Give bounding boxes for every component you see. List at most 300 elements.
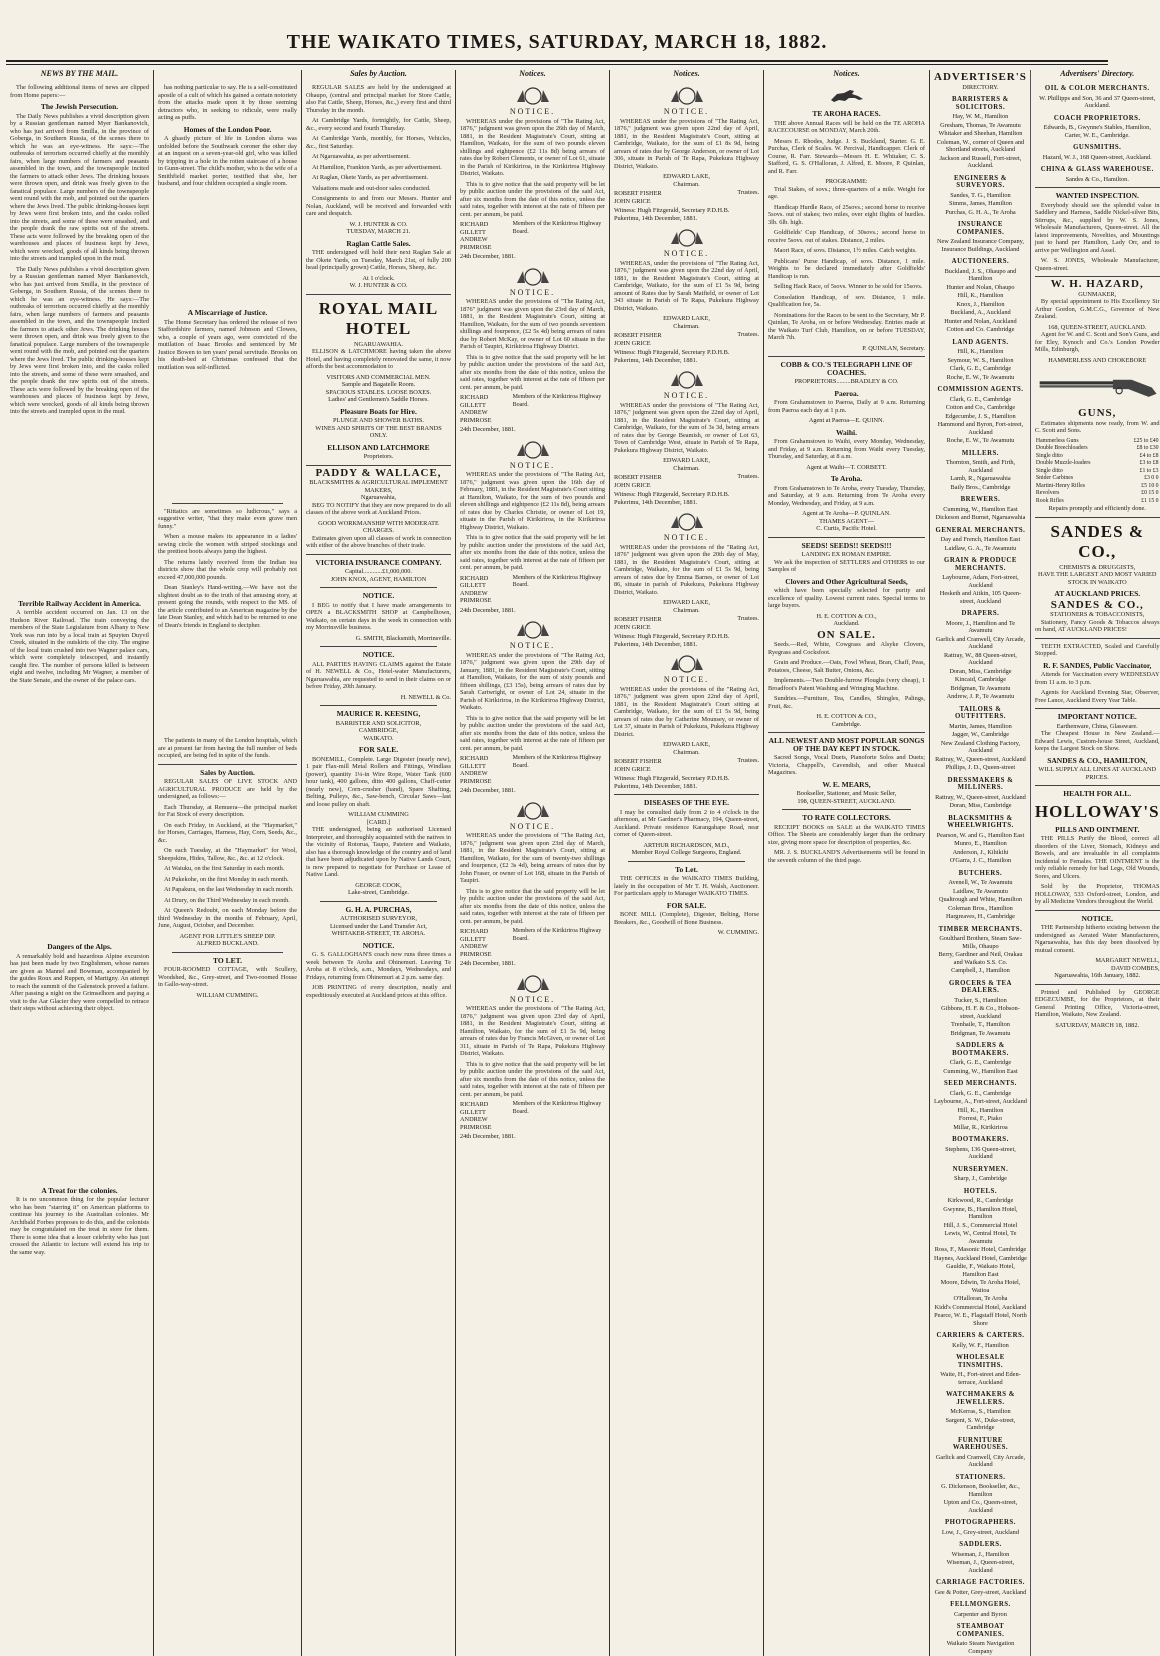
board-label: Members of the Kirikiriroa Highway Board.	[512, 394, 602, 408]
agent-line: AGENT FOR LITTLE'S SHEEP DIP.	[179, 932, 276, 940]
directory-category: DRESSMAKERS & MILLINERS.	[947, 776, 1014, 791]
gun-type: Double Muzzle-loaders	[1035, 460, 1091, 466]
directory-entry: Bridgman, Te Awamutu	[950, 1029, 1011, 1037]
directory-entry: Sandes & Co., Hamilton.	[1065, 175, 1129, 183]
hotel-line: SPACIOUS STABLES. LOOSE BOXES.	[325, 388, 432, 396]
royal-crest-icon	[513, 972, 553, 994]
notice-body: WHEREAS under the provisions of "The Rating Act, 1876," judgment was given upon 23rd day of March, 1881, in the Resident Magistrate's Court, sitting at Hamilton, Waikato, for the sum of twenty-two shillings and fourpence, (£2 3s 4d), being arrears of rates due by John Fraser, or owner of Lot 168, situate in the Parish of Taupiri.	[460, 832, 605, 884]
notice-body: WHEREAS under the provisions of "The Rating Act, 1876," judgment was given upon 22nd day of April, 1881, in the Resident Magistrate's Court, sitting at Cambridge, Waikato, for the sum of £1 8s 9d, being arrears of rates due by George Anderson, or owner of Lot 306, situate in Parish of Te Rapa, Pukekura Highway District, Waikato.	[614, 117, 759, 170]
directory-entry: Coleman, W., corner of Queen and Shortland streets, Auckland	[936, 138, 1025, 153]
guns-heading: GUNS,	[1078, 407, 1117, 419]
section-heading: Sales by Auction.	[200, 767, 255, 777]
directory-category: SEED MERCHANTS.	[944, 1080, 1017, 1087]
sandes2-heading: SANDES & CO.,	[1050, 598, 1144, 611]
notice-title: NOTICE.	[509, 994, 556, 1004]
directory-category: GENERAL MERCHANTS.	[935, 526, 1026, 534]
column-notices-3	[764, 70, 930, 1656]
auction-line: At Cambridge Yards, monthly, for Horses, Vehicles, &c., first Saturday.	[306, 135, 451, 150]
sale-heading: Raglan Cattle Sales.	[346, 238, 411, 248]
directory-heading: CHINA & GLASS WAREHOUSE.	[1040, 166, 1154, 173]
notice-signatures	[614, 190, 759, 205]
intro-text: The following additional items of news are clipped from Home papers:—	[10, 84, 149, 99]
directory-entry: Laybourne, A., Fort-street, Auckland	[934, 1098, 1027, 1105]
directory-category: FURNITURE WAREHOUSES.	[952, 1436, 1009, 1451]
notice-tail: This is to give notice that the said property will be let by public auction under the provisions of the said Act, after six months from the date of this notice, unless the said rates, together with interest at the rate of fifteen per cent. per annum, be paid.	[460, 1060, 605, 1098]
signatories	[460, 575, 513, 605]
onsale-item: Implements.—Two Double-furrow Ploughs (very cheap), 1 Broadfoot's Patent Washing and Wringing Machine.	[768, 677, 925, 692]
directory-entry: Munro, E., Hamilton	[954, 840, 1007, 847]
directory-category: PHOTOGRAPHERS.	[945, 1519, 1016, 1526]
hazard-agent: Agent for W. and C. Scott and Son's Guns, and for Eley, Kynoch and Co.'s London Powder Mills, Edinburgh,	[1034, 331, 1160, 353]
directory-category: LAND AGENTS.	[952, 338, 1009, 346]
forsale-heading: FOR SALE.	[666, 900, 707, 910]
schedule-item: At Drury, on the Third Wednesday in each month.	[164, 896, 290, 904]
guns-price-table	[1035, 438, 1160, 506]
article-body: The Home Secretary has ordered the release of two Staffordshire farmers, named Johnson and Clowes, who, a couple of years ago, were convicted of the mutilation of Isaac Brooks and sentenced by Mr Justice Bowen to ten years' penal servitude. Brooks on his death-bed at Christmas confessed that the mutilation was self-inflicted.	[158, 318, 297, 371]
notice-heading: NOTICE.	[362, 591, 395, 600]
chairman-title: Chairman.	[673, 464, 700, 472]
race-item: Handicap Hurdle Race, of 25sovs.; second horse to receive 5sovs. out of stakes; two miles, over eight flights of hurdles. 3lb. 6lb. high.	[768, 203, 925, 226]
directory-entry: Jagger, W., Cambridge	[951, 731, 1010, 738]
notice-date: 24th December, 1881.	[460, 960, 516, 967]
coach-heading: NOTICE.	[362, 940, 395, 950]
race-item: Selling Hack Race, of 5sovs. Winner to be sold for 15sovs.	[774, 283, 923, 290]
imprint: Printed and Published by GEORGE EDGECUMBE, for the Proprietors, at their General Printing Office, Victoria-street, Hamilton, Waikato, New Zealand.	[1034, 988, 1160, 1018]
chairman: EDWARD LAKE,	[663, 315, 710, 322]
hotel-proprietors: ELLISON AND LATCHMORE	[327, 442, 430, 452]
directory-entry: Tucker, S., Hamilton	[954, 996, 1007, 1004]
health-heading: HEALTH FOR ALL.	[1063, 789, 1132, 798]
rates-notice	[614, 652, 759, 790]
directory-entry: Hammond and Byron, Fort-street, Auckland	[937, 421, 1024, 436]
onsale-item: Sundries.—Furniture, Tea, Candles, Shingles, Palings, Fruit, &c.	[768, 695, 925, 710]
directory-entry: Edgecumbe, J. S., Hamilton	[945, 412, 1016, 420]
signatories	[614, 332, 662, 347]
notice-date: 24th December, 1881.	[460, 787, 516, 794]
gun-price: £1 to £3	[1139, 467, 1159, 474]
racehorse-icon	[827, 84, 867, 106]
columns	[6, 69, 1160, 1655]
notice-title: NOTICE.	[509, 460, 556, 470]
ads-column	[1035, 70, 1160, 1656]
route-heading: Waihi.	[835, 427, 858, 437]
directory-entry: Phillips, J. D., Queen-street	[945, 764, 1016, 771]
chairman-title: Chairman.	[673, 322, 700, 330]
directory-entry: Wiseman, J., Queen-street, Auckland	[946, 1559, 1015, 1574]
notice-title: NOTICE.	[509, 821, 556, 831]
seeds-place: Auckland.	[833, 620, 860, 627]
article-body: A remarkably bold and hazardous Alpine excursion has just been made by two Englishmen, whose names are given as Mannel and Bowman, accompanied by the guides Roux and Ruppen, of Martigny. An attempt to reach the summit of the Galenstock proved a failure. After passing a night on the Grimselhorn and paying a visit to the Aar Glacier they were compelled to retrace their steps without achieving their object.	[10, 952, 149, 1012]
partner-heading: NOTICE.	[1081, 913, 1113, 923]
divider	[1035, 187, 1160, 188]
directory-entry: Pearce, W. E., Flagstaff Hotel, North Shore	[934, 1312, 1027, 1327]
royal-crest-icon	[667, 368, 707, 390]
tolet-heading: To Let.	[675, 864, 698, 874]
board-label: Members of the Kirikiriroa Highway Board.	[512, 928, 602, 942]
races-officials: Messrs E. Rhodes, Judge. J. S. Buckland, Starter. G. E. Purchas, Clerk of Scales. W. Percival, Handicapper. Clerk of Course, R. Farr. Stewards—Messrs H. E. Whitaker, C. S. Stafford, G. S. O'Halloran, J. Alfred, E. Moore, P. Quinlan, and R. Farr.	[768, 137, 925, 175]
directory-entry: Simms, James, Hamilton	[948, 200, 1012, 207]
hazard-address: 168, QUEEN-STREET, AUCKLAND.	[1048, 323, 1147, 331]
holloway-sub: PILLS AND OINTMENT.	[1055, 824, 1140, 834]
forsale-name: W. CUMMING.	[717, 929, 759, 936]
article-heading: The Jewish Persecution.	[40, 102, 119, 111]
solicitor-title: BARRISTER AND SOLICITOR,	[335, 719, 422, 727]
directory-entry: Doran, Miss, Cambridge	[949, 667, 1012, 675]
notice-body: ALL PARTIES HAVING CLAIMS against the Estate of H. NEWELL & Co., Hotel-water Manufacturers, Ngaruawahia, are requested to send in their claims on or before Friday, 20th January.	[306, 660, 451, 690]
signatories	[460, 221, 513, 251]
directory-entry: O'Halloran, Te Aroha	[953, 1295, 1008, 1302]
mears-name: W. E. MEARS,	[822, 779, 871, 789]
directory-category: COMMISSION AGENTS.	[937, 386, 1024, 393]
signatory: JOHN GRICE	[614, 197, 651, 205]
directory-category: AUCTIONEERS.	[951, 258, 1010, 265]
directory-entry: Moore, Edwin, Te Aroha Hotel, Waitoa	[940, 1279, 1021, 1294]
directory-category: BLACKSMITHS & WHEELWRIGHTS.	[947, 814, 1014, 829]
directory-entry: Sharp, J., Cambridge	[953, 1175, 1007, 1182]
imprint-date: SATURDAY, MARCH 18, 1882.	[1055, 1021, 1140, 1029]
directory-entry: Forrest, F., Piako	[958, 1115, 1002, 1122]
divider	[1035, 910, 1160, 911]
masthead	[6, 0, 1108, 62]
solicitor-name: MAURICE R. KEESING,	[336, 709, 421, 718]
directory-heading: COACH PROPRIETORS.	[1053, 114, 1141, 122]
divider	[768, 356, 925, 357]
price-row	[1035, 453, 1160, 461]
onsale-item: Seeds.—Red, White, Cowgrass and Alsyke Clovers, Ryegrass and Cocksfoot.	[768, 641, 925, 656]
schedule-item: At Waiuku, on the first Saturday in each month.	[164, 865, 285, 872]
notice-body: WHEREAS under the provisions of "The Rating Act, 1876," judgment was given upon 23rd day of April, 1881, in the Resident Magistrate's Court, sitting at Hamilton, Waikato, for the sum of £1 5s 9d, being arrears of rates due by Francis McGiven, or owner of Lot 311, situate in Parish of Te Rapa, Pukekura Highway District, Waikato.	[460, 1005, 605, 1057]
directory-category: TAILORS & OUTFITTERS.	[954, 705, 1006, 720]
directory-entry: New Zealand Insurance Company, Insurance Buildings, Auckland	[936, 238, 1024, 253]
directory-entry: Andrew, J. P., Te Awamutu	[946, 693, 1015, 700]
directory-entry: Waikato Steam Navigation Company	[946, 1640, 1015, 1655]
witness: Witness: Hugh Fitzgerald, Secretary P.D.H.B.	[614, 207, 730, 214]
signatory: JOHN GRICE	[614, 623, 651, 631]
notice-body: WHEREAS under the provisions of "The Rating Act, 1876," judgment was given upon the 22nd day of April, 1881, in the Resident Magistrate's Court, sitting at Cambridge, Waikato, for the sum of 3s 3d, being arrears of rates due by George Beamish, or owner of Lot 63, Town of Cambridge West, situate in Parish of Te Rapa, Pukekura Highway District, Waikato.	[614, 401, 759, 454]
directory-entry: Seymour, W. S., Hamilton	[947, 356, 1014, 364]
seeds-title: Clovers and Other Agricultural Seeds,	[785, 576, 908, 586]
directory-entry: Knox, J., Hamilton	[956, 300, 1005, 308]
paragraph: The patients in many of the London hospitals, which are at present far from having the full number of beds occupied, are being fed in spite of the funds.	[158, 737, 297, 759]
rates-notice	[460, 799, 605, 968]
notice-tail: This is to give notice that the said property will be let by public auction under the provisions of the said Act, after six months from the date of this notice, unless the said rates, together with interest at the rate of fifteen per cent. per annum, be paid.	[460, 180, 605, 218]
wanted-name: W. S. JONES, Wholesale Manufacturer, Queen-street.	[1034, 257, 1160, 272]
surveyor-title: AUTHORISED SURVEYOR,	[340, 915, 417, 922]
eye-heading: DISEASES OF THE EYE.	[643, 798, 730, 807]
notice-title: NOTICE.	[663, 391, 710, 400]
insurance-heading: VICTORIA INSURANCE COMPANY.	[315, 557, 442, 567]
buckland-notice: MR. J. S. BUCKLAND'S Advertisements will be found in the seventh column of the third page.	[768, 849, 925, 864]
signatories	[614, 190, 662, 205]
gun-type: Single ditto	[1035, 467, 1063, 474]
directory-entry: Trenhaile, T., Hamilton	[951, 1021, 1010, 1028]
gun-type: Single ditto	[1035, 452, 1063, 459]
trustees-label: Trustees.	[737, 616, 759, 622]
directory-heading: GUNSMITHS.	[1073, 144, 1122, 151]
tolet-body: FOUR-ROOMED COTTAGE, with Scullery, Woodshed, &c., Grey-street, and Two-roomed House in Gallo-way-street.	[158, 966, 297, 988]
directory-entry: Hunter and Nolan, Auckland	[944, 317, 1017, 325]
business-line: GOOD WORKMANSHIP WITH MODERATE CHARGES.	[318, 519, 439, 534]
directory-entry: O'Garra, J. C., Hamilton	[949, 857, 1012, 864]
directory-category: CARRIAGE FACTORIES.	[935, 1579, 1025, 1586]
signatory: RICHARD GILLETT	[460, 394, 489, 409]
auction-line: At Cambridge Yards, fortnightly, for Cattle, Sheep, &c., every second and fourth Thursday.	[306, 117, 451, 132]
signatory: ANDREW PRIMROSE	[460, 943, 492, 958]
directory-entry: Whitaker and Sheehan, Hamilton	[938, 130, 1023, 137]
divider	[306, 294, 451, 295]
chairman-title: Chairman.	[673, 606, 700, 614]
directory-entry: Cotton and Co. Cambridge	[946, 326, 1015, 333]
card-heading: [CARD.]	[366, 818, 391, 826]
card-name: GEORGE COOK,	[355, 881, 402, 889]
route-heading: Paeroa.	[834, 388, 859, 398]
article-heading: Terrible Railway Accident in America.	[18, 598, 141, 608]
sandes-prices: AT AUCKLAND PRICES.	[1054, 589, 1141, 598]
chairman: EDWARD LAKE,	[663, 173, 710, 180]
directory-entry: Clark, G. E., Cambridge	[949, 365, 1012, 372]
directory-entry: Hill, K., Hamilton	[957, 1106, 1004, 1114]
gun-price: £25 to £40	[1133, 437, 1159, 444]
signatory: ROBERT FISHER	[614, 474, 662, 481]
directory-category: DRAPERS.	[961, 610, 1000, 617]
race-item: Goldfields' Cup Handicap, of 30sovs.; second horse to receive 5sovs. out of stakes. Distance, 2 miles.	[768, 229, 925, 244]
directory-entry: Gwynne, B., Hamilton Hotel, Hamilton	[943, 1205, 1018, 1220]
onsale-name: H. E. COTTON & CO.,	[816, 713, 877, 720]
route-agent: Agent at Paeroa—E. QUINN.	[808, 417, 885, 424]
divider	[628, 861, 745, 862]
royal-crest-icon	[513, 265, 553, 287]
directory-category: BARRISTERS & SOLICITORS.	[952, 96, 1009, 111]
directory-entry: Anderson, J., Kihikihi	[952, 848, 1009, 856]
directory-heading: ADVERTISER'S	[934, 71, 1027, 83]
notice-body: WHEREAS under the provisions of "The Rating Act, 1876," judgment was given upon the 29th day of January, 1881, in the Resident Magistrate's Court, sitting at Hamilton, Waikato, for the sum of sixty pounds and fifteen shillings, (£3 15s), being arrears of rates due by Sarah Cartwright, or owner of Lot 24, situate in the Parish of Kirikiriroa, in the Kirikiriroa Highway District, Waikato.	[460, 651, 605, 711]
directory-entry: Pearson, W. and G., Hamilton East	[936, 831, 1025, 839]
rates-notice	[460, 438, 605, 615]
business-trade: BLACKSMITHS & AGRICULTURAL IMPLEMENT MAKERS,	[309, 479, 448, 494]
auction-line: At Raglan, Okete Yards, as per advertisement.	[312, 174, 429, 181]
directory-entry: Laybourne, Adam, Fort-street, Auckland	[942, 574, 1019, 589]
notice-date: Pukerimu, 14th December, 1881.	[614, 640, 698, 648]
signatory: RICHARD GILLETT	[460, 221, 489, 236]
directory-entry: Wiseman, J., Hamilton	[951, 1550, 1010, 1558]
solicitor-place: CAMBRIDGE,	[358, 727, 399, 734]
race-item: Trial Stakes, of sovs.; three-quarters of a mile. Weight for age.	[768, 185, 925, 200]
price-row	[1035, 445, 1160, 453]
race-item: Consolation Handicap, of sov. Distance, 1 mile. Qualification fee, 5s.	[768, 293, 925, 308]
seeds-body: We ask the inspection of SETTLERS and OTHERS to our Samples of	[768, 558, 925, 573]
rates-notice	[460, 84, 605, 261]
notice-signatures	[460, 575, 605, 605]
hotel-proprietors-sub: Proprietors.	[363, 453, 394, 460]
important-body: The Cheapest House in New Zealand.—Edward Lewis, Custom-house Street, Auckland, keeps the Largest Stock on Show.	[1034, 730, 1160, 752]
directory-entry: Qualtrough and White, Hamilton	[938, 896, 1023, 903]
signatory: JOHN GRICE	[614, 765, 651, 773]
directory-entry: Garlick and Cranwell, City Arcade, Auckland	[935, 1453, 1026, 1468]
directory-entry: Hill, J. S., Commercial Hotel	[943, 1221, 1018, 1229]
hotel-line: Ladies' and Gentlemen's Saddle Horses.	[328, 396, 429, 403]
programme-heading: PROGRAMME:	[825, 178, 868, 185]
directory-entry: Sandes, T. G., Hamilton	[950, 191, 1011, 199]
column-heading: Notices.	[673, 69, 700, 78]
schedule-item: Each Thursday, at Remuera—the principal market for Fat Stock of every description.	[158, 803, 297, 818]
directory-entry: Cumming, W., Hamilton East	[943, 1067, 1018, 1075]
price-row	[1035, 438, 1160, 446]
directory-entry: Rattray, W., 88 Queen-street, Auckland	[944, 651, 1017, 666]
signatories	[460, 755, 513, 785]
hazard-sub: By special appointment to His Excellency Sir Arthur Gordon, G.M.C.G., Governor of New Zealand.	[1034, 298, 1160, 320]
directory-category: BOOTMAKERS.	[952, 1136, 1009, 1143]
business-body: Estimates given upon all classes of work in connection with either of the above branches of their trade.	[306, 534, 451, 549]
paragraph: When a mouse makes its appearance in a ladies' sewing circle the women with striped stockings and the prettiest boots always jump the highest.	[158, 533, 297, 555]
directory-entry: Bridgman, Te Awamutu	[950, 684, 1011, 692]
divider	[320, 705, 437, 706]
sale-body: THE undersigned will hold their next Raglan Sale at the Okete Yards, on Tuesday, March 21st, of fully 200 head (principally grown) Cattle, Horses, Sheep, &c.	[306, 249, 451, 271]
route-body: From Grahamstown to Te Aroha, every Tuesday, Thursday, and Saturday, at 9 a.m. Returning from Te Aroha every Monday, Wednesday, and Friday, at 9 a.m.	[768, 484, 925, 507]
article-body: A terrible accident occurred on Jan. 13 on the Hudson River Railroad. The train conveying the members of the State Legislature from Albany to New York was run into by a local train at Spuyten Duyvil Creek, situated in the outskirts of the city. The engine of the local train crushed into two Wagner palace cars, which were completely telescoped, and instantly caught fire. The number of persons killed is between eight and twelve, including Mr Wagner, a member of the State Senate, and the owner of the palace cars.	[10, 609, 149, 684]
hazard-trade: GUNMAKER,	[1078, 290, 1117, 298]
directory-entry: Roche, E. W., Te Awamutu	[946, 437, 1015, 444]
signatory: RICHARD GILLETT	[460, 928, 489, 943]
rate-heading: TO RATE COLLECTORS.	[802, 813, 891, 822]
directory-entry: W. Phillipps and Son, 36 and 37 Queen-street, Auckland.	[1039, 94, 1156, 109]
holloway-body: THE PILLS Purify the Blood, correct all disorders of the Liver, Stomach, Kidneys and Bowels, and are invaluable in all complaints incidental to Females. THE OINTMENT is the only reliable remedy for bad Legs, Old Wounds, Sores, and Ulcers.	[1034, 835, 1160, 880]
notice-heading: NOTICE.	[362, 650, 395, 659]
partner-place: Ngaruawahia, 16th January, 1882.	[1054, 972, 1141, 979]
notice-signatures	[614, 758, 759, 773]
directory-entry: New Zealand Clothing Factory, Auckland	[940, 739, 1021, 754]
directory-category: NURSERYMEN.	[952, 1165, 1009, 1173]
gun-type: Rook Rifles	[1035, 497, 1064, 504]
directory-entry: Cumming, W., Hamilton East	[943, 505, 1018, 513]
directory-category: FELLMONGERS.	[950, 1601, 1011, 1608]
notice-title: NOTICE.	[663, 533, 710, 542]
masthead-rule	[6, 64, 1108, 65]
race-item: Publicans' Purse Handicap, of sovs. Distance, 1 mile. Weights to be declared immediately after Goldfields' Handicap is run.	[768, 257, 925, 280]
wanted-heading: WANTED INSPECTION.	[1055, 191, 1139, 200]
newspaper-title: THE WAIKATO TIMES, SATURDAY, MARCH 18, 1882.	[286, 31, 828, 53]
hotel-line: VISITORS AND COMMERCIAL MEN.	[326, 373, 431, 381]
directory-entry: Clark, G. E., Cambridge	[949, 395, 1012, 403]
signatory: ANDREW PRIMROSE	[460, 770, 492, 785]
chairman-title: Chairman.	[673, 748, 700, 756]
sale-time: At 1 o'clock.	[362, 274, 395, 282]
signatories	[460, 394, 513, 424]
divider	[158, 764, 297, 765]
chairman: EDWARD LAKE,	[663, 599, 710, 606]
coach-proprietors: PROPRIETORS.........BRADLEY & CO.	[794, 378, 899, 385]
signatory: ROBERT FISHER	[614, 616, 662, 623]
sale-date: TUESDAY, MARCH 21.	[346, 228, 411, 235]
hazard-tag: HAMMERLESS AND CHOKEBORE	[1048, 356, 1147, 364]
sandes-sub: CHEMISTS & DRUGGISTS,	[1059, 563, 1136, 571]
hotel-line: Pleasure Boats for Hire.	[340, 406, 417, 416]
directory-subheading: DIRECTORY.	[962, 83, 999, 91]
sandes2-sub: STATIONERS & TOBACCONISTS,	[1050, 611, 1145, 618]
divider	[768, 537, 925, 538]
column-directory	[930, 69, 1160, 1656]
holloway-tail: Sold by the Proprietor, THOMAS HOLLOWAY, 533 Oxford-street, London, and by all Medicine Vendors throughout the World.	[1034, 883, 1160, 905]
divider	[320, 901, 437, 902]
notice-body: WHEREAS under the provisions of "The Rating Act, 1876" judgment was given upon the 23rd day of March, 1881, in the Resident Magistrate's Court, sitting at Hamilton, Waikato, for the sum of two pounds seventeen shillings and fourpence, (£2 5s 4d) being arrears of rates due by Robert McKay, or owner of Lot 60 situate in the Parish of Taupiri, Kirikiriroa Highway District.	[460, 298, 605, 350]
article-heading: A Miscarriage of Justice.	[187, 308, 268, 317]
directory-entry: Buckland, J. S., Ohaupo and Hamilton	[944, 267, 1017, 282]
auctioneer-name: ALFRED BUCKLAND.	[196, 940, 259, 947]
directory-entry: Hill, K., Hamilton	[957, 292, 1004, 299]
sandes3-heading: SANDES & CO., HAMILTON,	[1047, 755, 1148, 765]
divider	[1035, 708, 1160, 709]
royal-crest-icon	[667, 510, 707, 532]
directory-entry: Gee & Potter, Grey-street, Auckland	[934, 1588, 1027, 1596]
article-body: has nothing particular to say. He is a self-constituted apostle of a cult of which his gained a certain notoriety from the attacks made upon it by those seeming detractors who, in seeking to ridicule, were really acting as puffs.	[158, 84, 297, 121]
column-spacer	[158, 70, 297, 80]
trustees-label: Trustees.	[737, 474, 759, 480]
column-heading: Advertisers' Directory.	[1060, 69, 1135, 78]
divider	[1035, 638, 1160, 639]
article-body: A ghastly picture of life in London slums was unfolded before the Southwark coroner the other day at an inquest on a seven-year-old girl, who was killed by tripping in a hole in the rotten staircase of a house in Gunn-street. The child's mother, who is the wife of a Smithfield market porter, testified that she, her husband, and four children occupied a single room.	[158, 135, 297, 187]
directory-entry: Roche, E. W., Te Awamutu	[946, 373, 1015, 381]
directory-category: STEAMBOAT COMPANIES.	[956, 1623, 1005, 1638]
auction-text: REGULAR SALES OF LIVE STOCK AND AGRICULTURAL PRODUCE are held by the undersigned, as follows:—	[158, 778, 297, 800]
directory-heading: OIL & COLOR MERCHANTS.	[1044, 85, 1150, 92]
article-heading: Dangers of the Alps.	[47, 942, 112, 951]
notice-body: WHEREAS under the provisions of "The Rating Act, 1876," judgment was given upon the 16th day of February, 1881, in the Resident Magistrate's Court sitting at Hamilton, Waikato, for the sum of two pounds and eleven shillings and eightpence (£2 11s 8d), being arrears of rates due by Charles Christie, or owner of Lot 19, situate in the Parish of Kirikiriroa, in the Kirikiriroa Highway District, Waikato.	[460, 471, 605, 531]
notice-tail: This is to give notice that the said property will be let by public auction under the provisions of the said Act, after six months from the date of this notice, unless the said rates, together with interest at the rate of fifteen per cent. per annum, be paid.	[460, 887, 605, 925]
races-body: THE above Annual Races will be held on the TE AROHA RACECOURSE on MONDAY, March 20th.	[768, 119, 925, 134]
directory-category: WATCHMAKERS & JEWELLERS.	[946, 1391, 1015, 1406]
rates-notice	[614, 84, 759, 222]
directory-category: STATIONERS.	[955, 1473, 1006, 1481]
directory-entry: Gibbons, H. F. & Co., Hobson-street, Auckland	[941, 1005, 1020, 1020]
notice-date: 24th December, 1881.	[460, 606, 516, 614]
directory-entry: Stephens, 136 Queen-street, Auckland	[945, 1145, 1016, 1160]
price-row	[1035, 460, 1160, 468]
notice-signatures	[460, 928, 605, 958]
directory-entry: Hazard, W. J., 168 Queen-street, Auckland.	[1042, 153, 1152, 161]
directory-entry: McKerras, S., Hamilton	[950, 1408, 1011, 1415]
partner-name: DAVID COMBES,	[1111, 964, 1160, 972]
notice-body: WHEREAS under the provisions of the "Rating Act, 1876," judgment was given upon 22nd day of April, 1881, in the Resident Magistrate's Court sitting at Cambridge, Waikato, for the sum of £1 5s 9d, being arrears of rates due by Catherine Mounsey, or owner of Lot 37, situate in Parish of Pukekura, Pukekura Highway District.	[614, 685, 759, 738]
paragraph: "Rittatics are sometimes so ludicrous," says a suggestive writer, "that they make even grave men funny."	[158, 507, 297, 530]
gun-type: Martini-Henry Rifles	[1035, 482, 1086, 489]
board-label: Members of the Kirikiriroa Highway Board.	[512, 574, 602, 588]
notice-name: G. SMITH, Blacksmith, Morrinsville.	[355, 634, 451, 642]
notice-date: Pukerimu, 14th December, 1881.	[614, 356, 698, 364]
witness: Witness: Hugh Fitzgerald, Secretary P.D.H.B.	[614, 633, 730, 640]
auction-schedule	[158, 804, 297, 930]
signatory: JOHN GRICE	[614, 481, 651, 489]
board-label: Members of the Kirikiriroa Highway Board.	[512, 755, 602, 769]
directory-entry: Coleman Bros., Hamilton	[948, 904, 1013, 912]
eye-title: Member Royal College Surgeons, England.	[631, 849, 742, 856]
price-row	[1035, 468, 1160, 476]
directory-entry: Sargent, S. W., Duke-street, Cambridge	[945, 1416, 1016, 1431]
directory-entry: Garlick and Cranwell, City Arcade, Auckland	[935, 635, 1026, 650]
auction-line: At Ngaruawahia, as per advertisement.	[312, 153, 410, 160]
column-heading: Notices.	[519, 69, 546, 78]
notice-date: 24th December, 1881.	[460, 426, 516, 433]
divider	[1035, 785, 1160, 786]
royal-crest-icon	[513, 618, 553, 640]
directory-entry: Hargreaves, H., Cambridge	[945, 913, 1015, 920]
article-heading: Homes of the London Poor.	[183, 124, 272, 134]
schedule-item: At Queen's Redoubt, on each Monday before the third Wednesday in the months of February, April, June, August, October, and December.	[158, 907, 297, 929]
directory-entry: Berry, Gardiner and Neil, Orakau and Waikato S.S. Co.	[938, 951, 1023, 966]
auction-text: REGULAR SALES are held by the undersigned at Ohaupo, (central and principal market for Store Cattle, also Fat Cattle, Sheep, Horses, &c.,) every first and third Thursday in the month.	[306, 84, 451, 114]
rates-notice	[614, 368, 759, 506]
directory-category: GROCERS & TEA DEALERS.	[948, 979, 1012, 994]
gun-price: £8 to £30	[1136, 445, 1159, 451]
witness: Witness: Hugh Fitzgerald, Secretary P.D.H.B.	[614, 491, 730, 498]
